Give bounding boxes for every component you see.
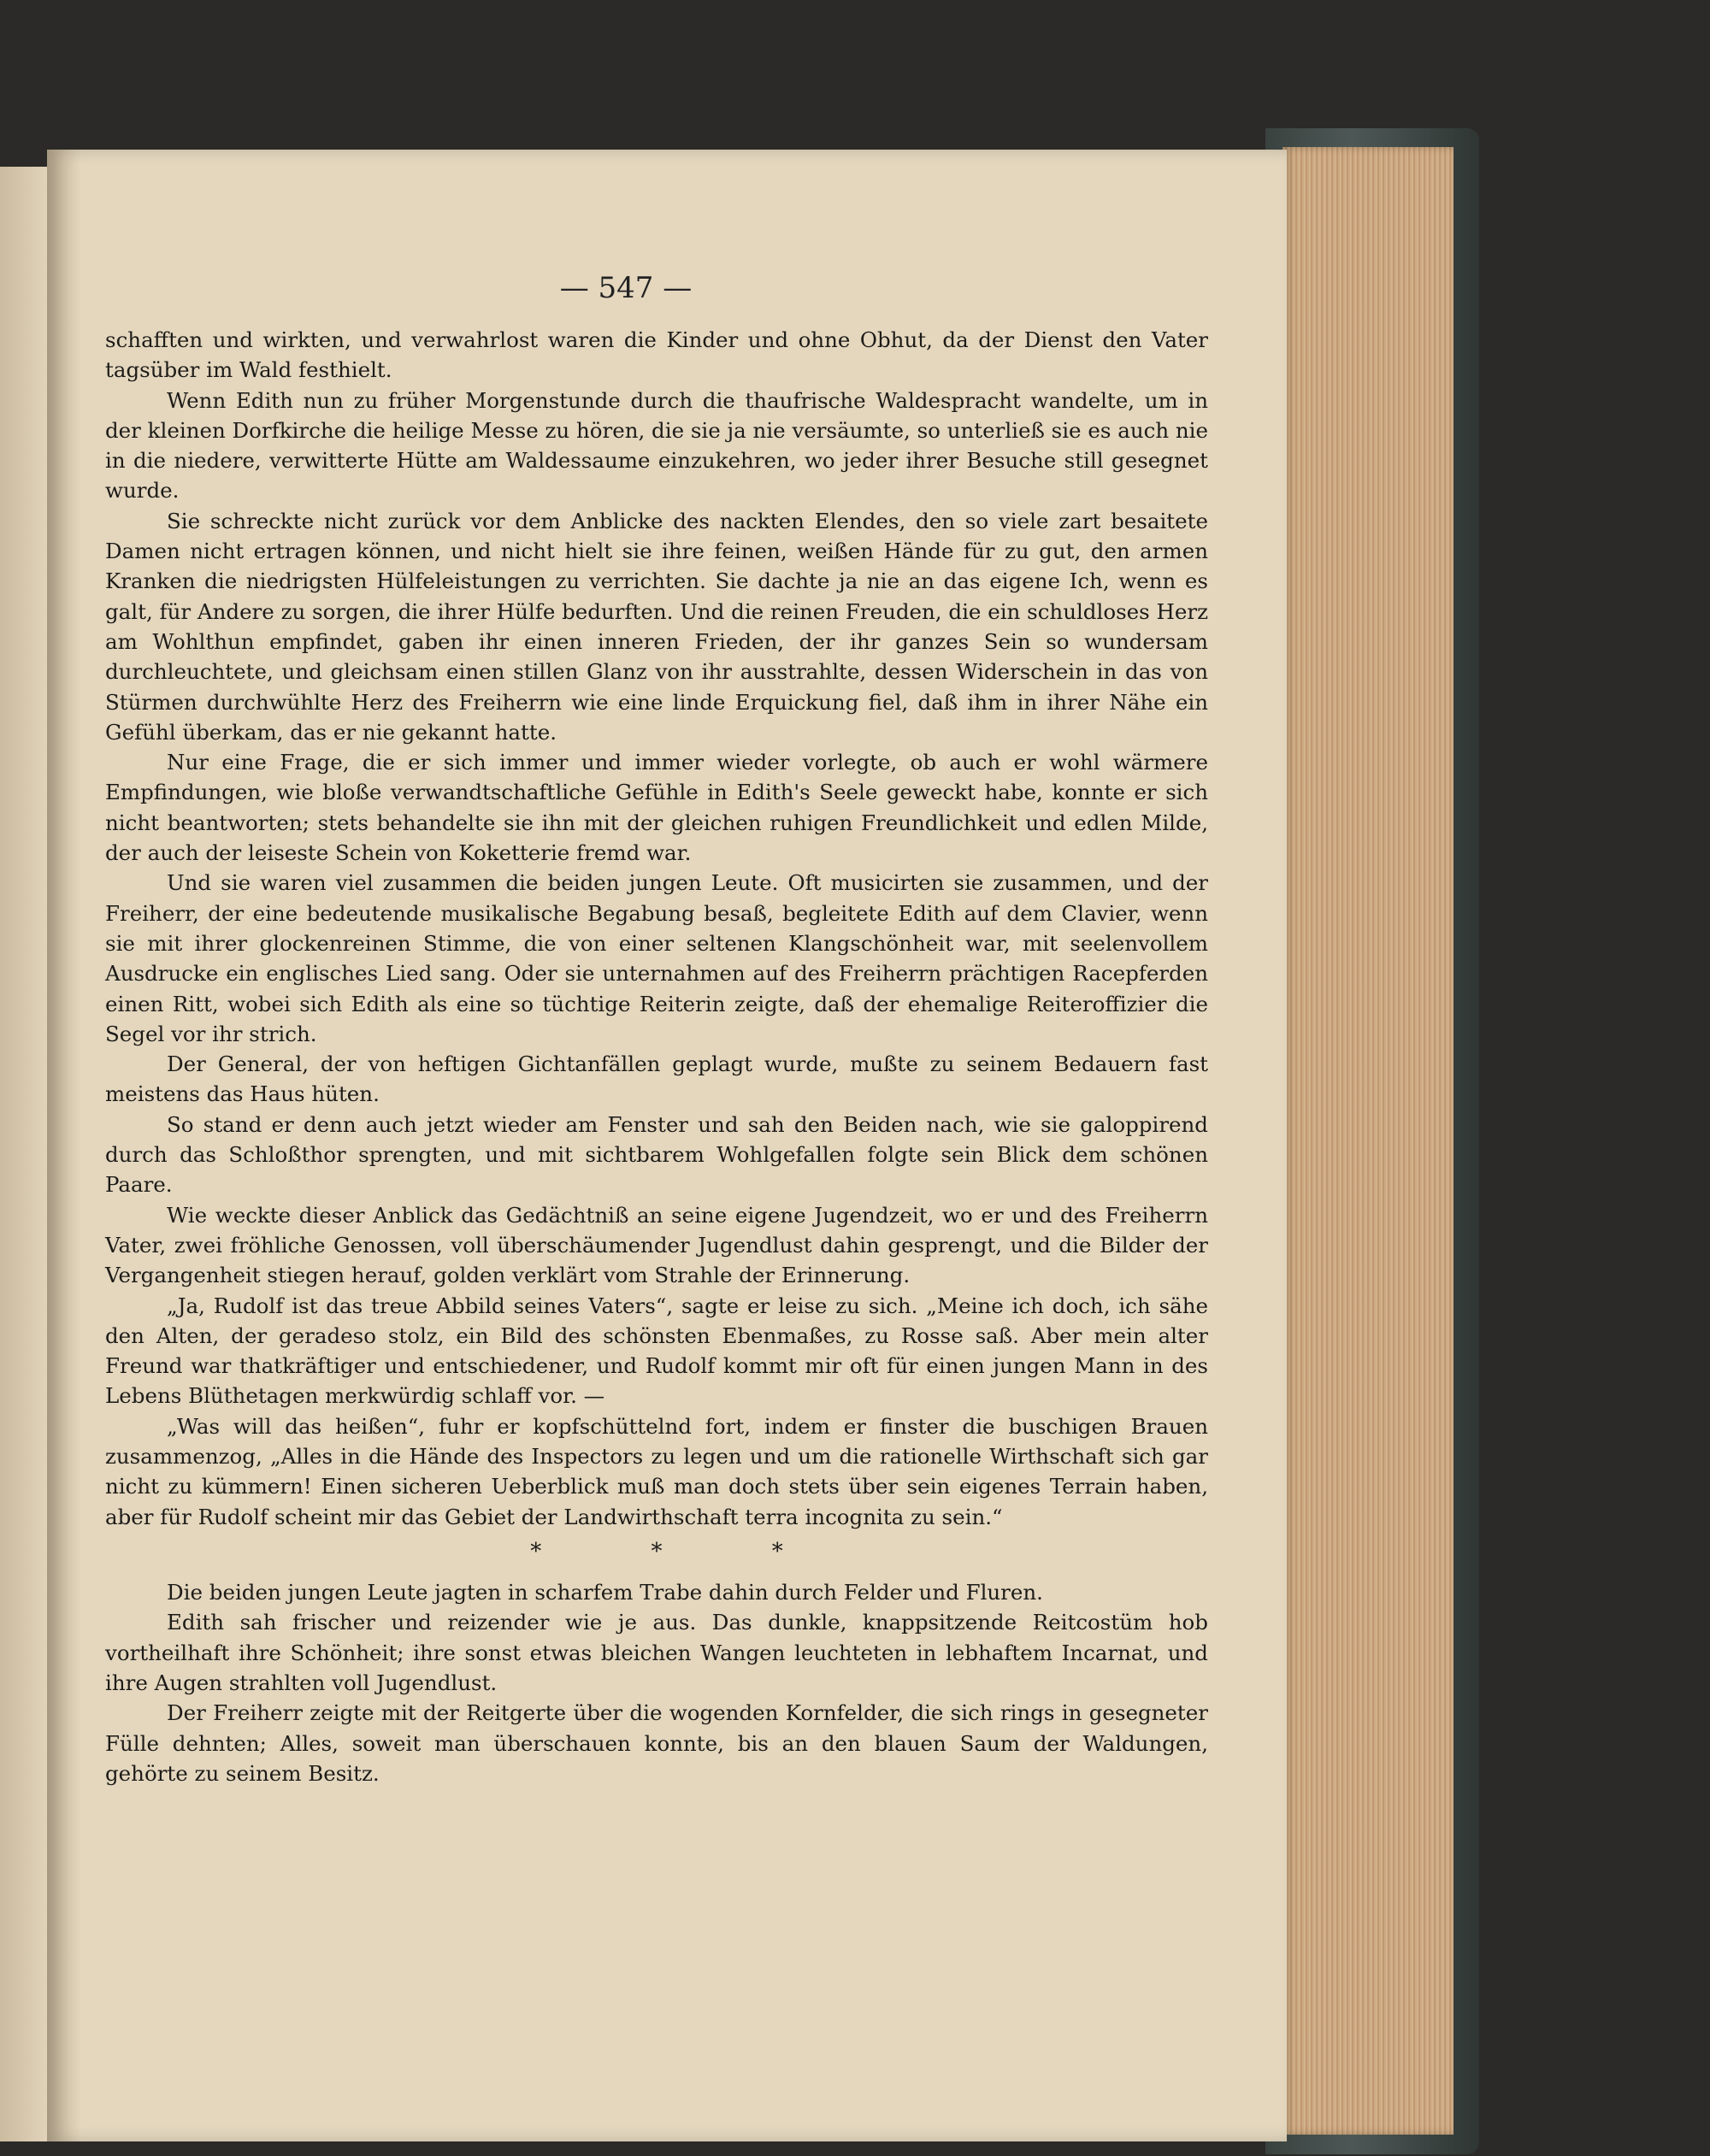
paragraph: „Was will das heißen“, fuhr er kopfschüttelnd fort, indem er finster die buschigen Brauen zusammenzog, „Alles in die Hände des Inspectors zu legen und um die rationelle Wirthschaft sich gar nicht zu kümmern! Einen sicheren Ueberblick muß man doch stets über sein eigenes Terrain haben, aber für Rudolf scheint mir das Gebiet der Landwirthschaft terra incognita zu sein.“ [105, 1413, 1208, 1529]
paragraph: Und sie waren viel zusammen die beiden jungen Leute. Oft musicirten sie zusammen, und der Freiherr, der eine bedeutende musikalische Begabung besaß, begleitete Edith auf dem Clavier, wenn sie mit ihrer glockenreinen Stimme, die von einer seltenen Klangschönheit war, mit seelenvollem Ausdrucke ein englisches Lied sang. Oder sie unternahmen auf des Freiherrn prächtigen Racepferden einen Ritt, wobei sich Edith als eine so tüchtige Reiterin zeigte, daß der ehemalige Reiteroffizier die Segel vor ihr strich. [105, 870, 1208, 1046]
paragraph: schafften und wirkten, und verwahrlost waren die Kinder und ohne Obhut, da der Dienst den Vater tagsüber im Wald festhielt. [105, 327, 1208, 383]
facing-page-edge [0, 167, 53, 2141]
section-break: * * * [530, 1538, 783, 1564]
paragraph: So stand er denn auch jetzt wieder am Fenster und sah den Beiden nach, wie sie galoppirend durch das Schloßthor sprengten, und mit sichtbarem Wohlgefallen folgte sein Blick dem schönen Paare. [105, 1111, 1208, 1198]
page-text [105, 325, 1208, 1788]
paragraph: Wenn Edith nun zu früher Morgenstunde durch die thaufrische Waldespracht wandelte, um in der kleinen Dorfkirche die heilige Messe zu hören, die sie ja nie versäumte, so unterließ sie es auch nie in die niedere, verwitterte Hütte am Waldessaume einzukehren, wo jeder ihrer Besuche still gesegnet wurde. [105, 387, 1208, 504]
paragraph: Wie weckte dieser Anblick das Gedächtniß an seine eigene Jugendzeit, wo er und des Freiherrn Vater, zwei fröhliche Genossen, voll überschäumender Jugendlust dahin gesprengt, und die Bilder der Vergangenheit stiegen herauf, golden verklärt vom Strahle der Erinnerung. [105, 1202, 1208, 1288]
paragraph: Der General, der von heftigen Gichtanfällen geplagt wurde, mußte zu seinem Bedauern fast meistens das Haus hüten. [105, 1051, 1208, 1107]
paragraph: Nur eine Frage, die er sich immer und immer wieder vorlegte, ob auch er wohl wärmere Empfindungen, wie bloße verwandtschaftliche Gefühle in Edith's Seele geweckt habe, konnte er sich nicht beantworten; stets behandelte sie ihn mit der gleichen ruhigen Freundlichkeit und edlen Milde, der auch der leiseste Schein von Koketterie fremd war. [105, 750, 1208, 866]
paragraph: „Ja, Rudolf ist das treue Abbild seines Vaters“, sagte er leise zu sich. „Meine ich doch, ich sähe den Alten, der geradeso stolz, ein Bild des schönsten Ebenmaßes, zu Rosse saß. Aber mein alter Freund war thatkräftiger und entschiedener, und Rudolf kommt mir oft für einen jungen Mann in des Lebens Blüthetagen merkwürdig schlaff vor. — [105, 1293, 1208, 1409]
page-number: — 547 — [559, 271, 693, 305]
page-gutter-shadow [47, 150, 81, 2141]
page-edges [1282, 147, 1454, 2135]
book-page [47, 150, 1287, 2141]
paragraph: Edith sah frischer und reizender wie je aus. Das dunkle, knappsitzende Reitcostüm hob vortheilhaft ihre Schönheit; ihre sonst etwas bleichen Wangen leuchteten in lebhaftem Incarnat, und ihre Augen strahlten voll Jugendlust. [105, 1610, 1208, 1696]
paragraph: Die beiden jungen Leute jagten in scharfem Trabe dahin durch Felder und Fluren. [167, 1580, 1043, 1605]
paragraph: Der Freiherr zeigte mit der Reitgerte über die wogenden Kornfelder, die sich rings in gesegneter Fülle dehnten; Alles, soweit man überschauen konnte, bis an den blauen Saum der Waldungen, gehörte zu seinem Besitz. [105, 1700, 1208, 1786]
paragraph: Sie schreckte nicht zurück vor dem Anblicke des nackten Elendes, den so viele zart besaitete Damen nicht ertragen können, und nicht hielt sie ihre feinen, weißen Hände für zu gut, den armen Kranken die niedrigsten Hülfeleistungen zu verrichten. Sie dachte ja nie an das eigene Ich, wenn es galt, für Andere zu sorgen, die ihrer Hülfe bedurften. Und die reinen Freuden, die ein schuldloses Herz am Wohlthun empfindet, gaben ihr einen inneren Frieden, der ihr ganzes Sein so wundersam durchleuchtete, und gleichsam einen stillen Glanz von ihr ausstrahlte, dessen Widerschein in das von Stürmen durchwühlte Herz des Freiherrn wie eine linde Erquickung fiel, daß ihm in ihrer Nähe ein Gefühl überkam, das er nie gekannt hatte. [105, 508, 1208, 745]
